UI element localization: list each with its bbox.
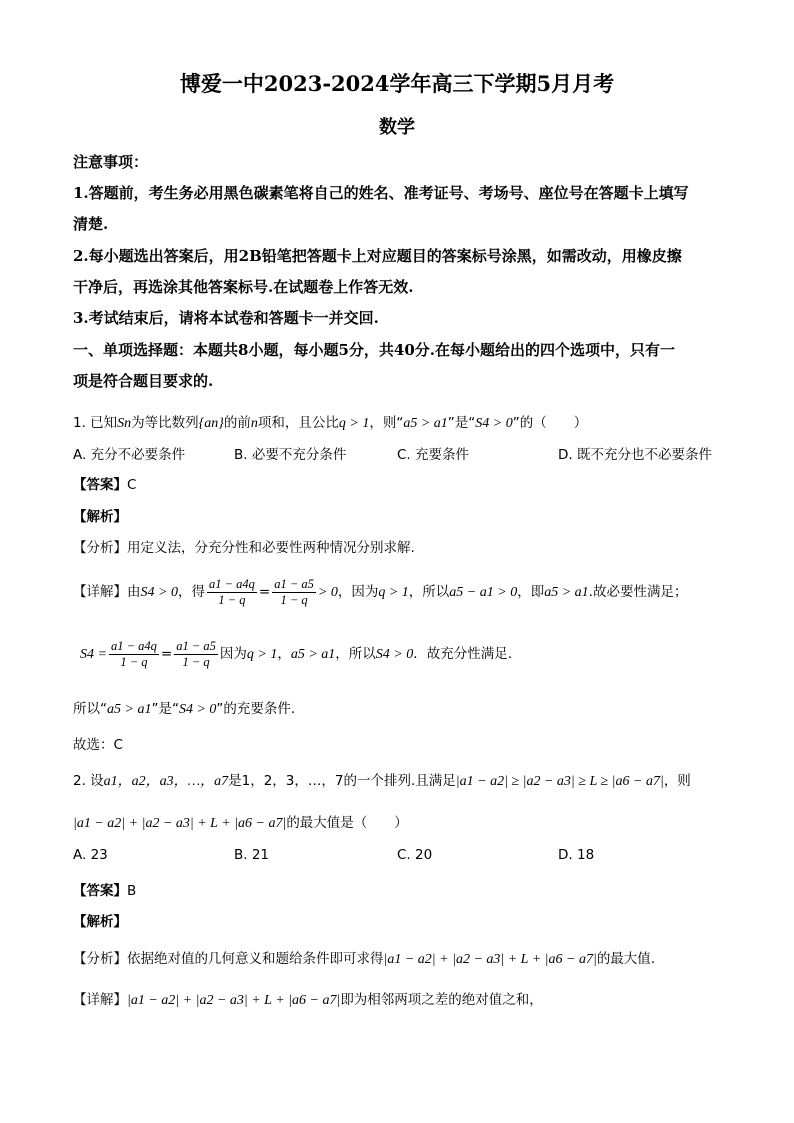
q2-text: 是 bbox=[228, 773, 242, 789]
q1-option-c: C. 充要条件 bbox=[397, 447, 470, 463]
q2-option-d: D. 18 bbox=[558, 847, 595, 863]
detail-math: > 0 bbox=[317, 585, 338, 600]
equals-sign: = bbox=[258, 584, 271, 600]
detail-text: ，即 bbox=[517, 584, 545, 600]
detail-text: ， bbox=[277, 646, 291, 662]
fraction-denominator: 1 − q bbox=[120, 654, 148, 669]
q1-math-sn: Sn bbox=[117, 416, 132, 431]
q2-answer bbox=[73, 879, 136, 899]
q1-math-s4: S4 > 0 bbox=[475, 416, 513, 431]
notice-item-1-line-2: 清楚. bbox=[73, 215, 109, 233]
q2-math: a1，a2，a3，…，a7 bbox=[103, 774, 229, 789]
analysis-text: 依据绝对值的几何意义和题给条件即可求得 bbox=[127, 951, 384, 967]
answer-value: B bbox=[127, 883, 137, 899]
notice-item-1-line-1: 1.答题前，考生务必用黑色碳素笔将自己的姓名、准考证号、考场号、座位号在答题卡上填写 bbox=[73, 184, 689, 202]
q1-math-n: n bbox=[250, 416, 258, 431]
analysis-tag: 【分析】 bbox=[73, 951, 127, 967]
q1-detail-line-1 bbox=[73, 574, 687, 611]
q1-text: ”是“ bbox=[447, 415, 476, 431]
notice-item-2-line-2: 干净后，再选涂其他答案标号.在试题卷上作答无效. bbox=[73, 278, 414, 296]
detail-text: 因为 bbox=[219, 646, 247, 662]
fraction-numerator: a1 − a5 bbox=[274, 576, 314, 591]
q2-math: |a1 − a2| + |a2 − a3| + L + |a6 − a7| bbox=[73, 816, 287, 831]
answer-tag: 【答案】 bbox=[73, 477, 127, 493]
notice-item-3: 3.考试结束后，请将本试卷和答题卡一并交回. bbox=[73, 309, 379, 327]
q2-option-a: A. 23 bbox=[73, 847, 108, 863]
equals-sign: = bbox=[160, 646, 173, 662]
conclusion-math: S4 > 0 bbox=[178, 702, 217, 717]
section-heading-line-2: 项是符合题目要求的. bbox=[73, 372, 214, 390]
q2-stem-line-1 bbox=[73, 769, 691, 790]
q1-option-d: D. 既不充分也不必要条件 bbox=[558, 447, 712, 463]
conclusion-text: ”的充要条件. bbox=[216, 701, 296, 717]
q2-jiexi-tag: 【解析】 bbox=[73, 914, 127, 930]
q1-math-q: q > 1 bbox=[338, 416, 370, 431]
q2-analysis bbox=[73, 947, 655, 968]
fraction bbox=[109, 639, 159, 670]
q1-jiexi-tag: 【解析】 bbox=[73, 509, 127, 525]
q2-detail bbox=[73, 988, 543, 1009]
detail-math: |a1 − a2| + |a2 − a3| + L + |a6 − a7| bbox=[127, 993, 341, 1008]
q1-text: 的前 bbox=[223, 415, 251, 431]
q1-math-a5a1: a5 > a1 bbox=[403, 416, 448, 431]
notice-heading: 注意事项： bbox=[73, 153, 149, 171]
q1-detail-line-2 bbox=[80, 636, 512, 673]
detail-text: 由 bbox=[127, 584, 141, 600]
conclusion-text: 所以“ bbox=[73, 701, 107, 717]
analysis-text: 用定义法，分充分性和必要性两种情况分别求解. bbox=[127, 540, 415, 556]
detail-math: S4 > 0 bbox=[140, 585, 178, 600]
detail-math: q > 1 bbox=[246, 647, 278, 662]
q1-choose: 故选：C bbox=[73, 737, 123, 753]
q2-stem-line-2 bbox=[73, 811, 408, 832]
section-heading-line-1: 一、单项选择题：本题共8小题，每小题5分，共40分.在每小题给出的四个选项中，只有一 bbox=[73, 341, 675, 359]
analysis-text: 的最大值. bbox=[596, 951, 656, 967]
q2-text: 的最大值是（ ） bbox=[286, 815, 408, 831]
q1-text: 为等比数列 bbox=[131, 415, 199, 431]
detail-text: ，得 bbox=[177, 584, 205, 600]
q1-answer bbox=[73, 473, 136, 493]
analysis-math: |a1 − a2| + |a2 − a3| + L + |a6 − a7| bbox=[383, 952, 597, 967]
fraction bbox=[207, 577, 257, 608]
fraction-numerator: a1 − a4q bbox=[110, 638, 157, 653]
fraction bbox=[272, 577, 316, 608]
detail-math: a5 > a1 bbox=[290, 647, 336, 662]
fraction bbox=[174, 639, 218, 670]
q1-text: ，则“ bbox=[369, 415, 404, 431]
q1-conclusion bbox=[73, 697, 295, 718]
q2-option-c: C. 20 bbox=[397, 847, 433, 863]
q2-math: |a1 − a2| ≥ |a2 − a3| ≥ L ≥ |a6 − a7| bbox=[455, 774, 664, 789]
q2-option-b: B. 21 bbox=[234, 847, 270, 863]
detail-math: S4 > 0 bbox=[375, 647, 414, 662]
detail-math: S4 = bbox=[80, 647, 107, 662]
fraction-numerator: a1 − a4q bbox=[208, 576, 255, 591]
q2-text: 2. 设 bbox=[73, 773, 104, 789]
detail-text: ，所以 bbox=[408, 584, 450, 600]
q2-text: ，则 bbox=[663, 773, 691, 789]
q1-math-an: {an} bbox=[198, 416, 224, 431]
fraction-numerator: a1 − a5 bbox=[176, 638, 216, 653]
answer-tag: 【答案】 bbox=[73, 883, 127, 899]
detail-tag: 【详解】 bbox=[73, 992, 127, 1008]
exam-title: 博爱一中2023-2024学年高三下学期5月月考 bbox=[179, 71, 615, 96]
q1-text: ”的（ ） bbox=[512, 415, 588, 431]
q1-text: 项和，且公比 bbox=[257, 415, 339, 431]
subject-title: 数学 bbox=[379, 117, 415, 138]
detail-math: a5 > a1 bbox=[544, 585, 589, 600]
fraction-denominator: 1 − q bbox=[280, 592, 308, 607]
detail-math: a5 − a1 > 0 bbox=[449, 585, 518, 600]
notice-item-2-line-1: 2.每小题选出答案后，用2B铅笔把答题卡上对应题目的答案标号涂黑，如需改动，用橡皮擦 bbox=[73, 247, 682, 265]
q1-option-a: A. 充分不必要条件 bbox=[73, 447, 186, 463]
conclusion-text: ”是“ bbox=[151, 701, 179, 717]
q1-analysis bbox=[73, 536, 415, 556]
q2-text: 1，2，3，…，7 bbox=[241, 773, 344, 789]
detail-text: ，因为 bbox=[337, 584, 379, 600]
fraction-denominator: 1 − q bbox=[218, 592, 246, 607]
q1-option-b: B. 必要不充分条件 bbox=[234, 447, 347, 463]
q1-text: 1. 已知 bbox=[73, 415, 118, 431]
q1-stem bbox=[73, 411, 587, 432]
detail-text: .故必要性满足； bbox=[588, 584, 688, 600]
answer-value: C bbox=[127, 477, 137, 493]
detail-text: ．故充分性满足. bbox=[413, 646, 513, 662]
detail-text: ，所以 bbox=[335, 646, 376, 662]
detail-tag: 【详解】 bbox=[73, 584, 127, 600]
fraction-denominator: 1 − q bbox=[182, 654, 210, 669]
analysis-tag: 【分析】 bbox=[73, 540, 127, 556]
q2-text: 的一个排列.且满足 bbox=[343, 773, 456, 789]
detail-math: q > 1 bbox=[378, 585, 409, 600]
detail-text: 即为相邻两项之差的绝对值之和， bbox=[340, 992, 543, 1008]
conclusion-math: a5 > a1 bbox=[107, 702, 152, 717]
